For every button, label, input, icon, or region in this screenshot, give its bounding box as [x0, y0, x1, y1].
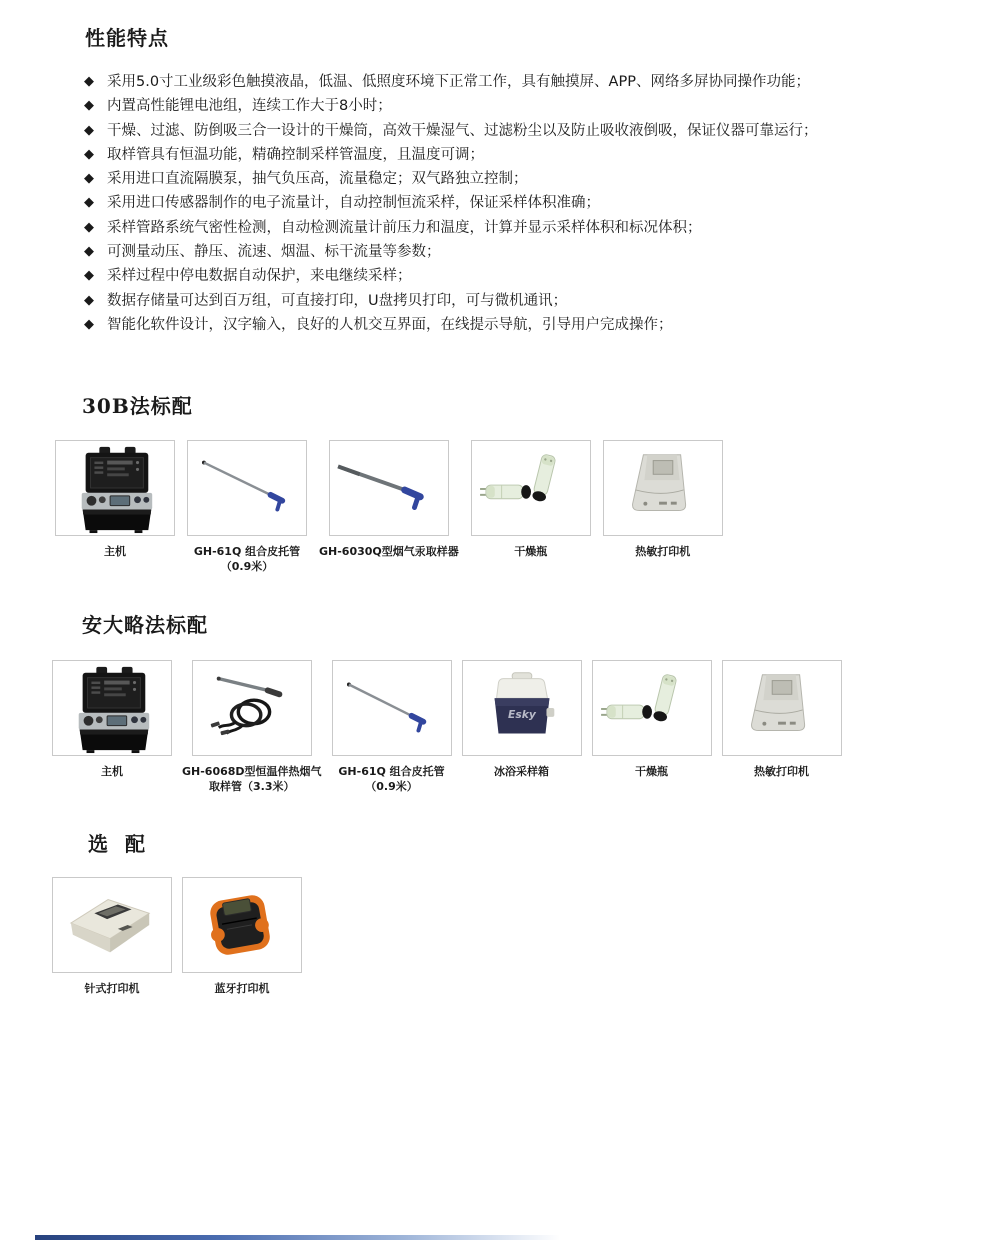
section-title-optional: 选 配 [88, 832, 150, 856]
features-list [84, 70, 818, 337]
ice-bath-box-image [462, 660, 582, 756]
feature-text: 智能化软件设计，汉字输入，良好的人机交互界面，在线提示导航，引导用户完成操作； [107, 316, 673, 333]
diamond-bullet-icon: ◆ [84, 292, 94, 308]
feature-item [84, 70, 818, 94]
product-card [722, 660, 842, 794]
feature-text: 数据存储量可达到百万组，可直接打印，U盘拷贝打印，可与微机通讯； [107, 292, 568, 309]
product-label: GH-6068D型恒温伴热烟气 取样管（3.3米） [182, 765, 322, 793]
diamond-bullet-icon: ◆ [84, 146, 94, 162]
product-card [592, 660, 712, 794]
product-card [182, 877, 302, 996]
dot-matrix-printer-image [52, 877, 172, 973]
svg-text:Esky: Esky [507, 707, 536, 721]
product-card [462, 660, 582, 794]
product-card [471, 440, 591, 574]
diamond-bullet-icon: ◆ [84, 74, 94, 89]
features-title: 性能特点 [85, 26, 169, 50]
thermal-printer-image [603, 440, 723, 536]
product-card [332, 660, 452, 794]
product-card [55, 440, 175, 574]
product-label: 蓝牙打印机 [214, 982, 270, 995]
mercury-sampler-image [329, 440, 449, 536]
section-title-30b: 30B法标配 [82, 394, 193, 418]
product-card [52, 660, 172, 794]
feature-item [84, 264, 818, 288]
product-label: GH-6030Q型烟气汞取样器 [319, 545, 459, 558]
main-unit-image [52, 660, 172, 756]
product-label: 干燥瓶 [635, 765, 669, 778]
pitot-tube-image [332, 660, 452, 756]
diamond-bullet-icon: ◆ [84, 195, 94, 211]
footer-accent-bar [35, 1235, 560, 1240]
main-unit-image [55, 440, 175, 536]
feature-text: 内置高性能锂电池组，连续工作大于8小时； [107, 98, 392, 115]
product-label: GH-61Q 组合皮托管 （0.9米） [193, 545, 301, 573]
product-card [603, 440, 723, 574]
feature-text: 采用进口传感器制作的电子流量计，自动控制恒流采样，保证采样体积准确； [107, 195, 600, 212]
feature-text: 取样管具有恒温功能，精确控制采样管温度，且温度可调； [107, 146, 484, 163]
feature-text: 干燥、过滤、防倒吸三合一设计的干燥筒，高效干燥湿气、过滤粉尘以及防止吸收液倒吸，保证仪器可靠运行； [107, 122, 818, 139]
feature-text: 采用5.0寸工业级彩色触摸液晶，低温、低照度环境下正常工作，具有触摸屏、APP、网络多屏协同操作功能； [107, 74, 810, 90]
diamond-bullet-icon: ◆ [84, 171, 94, 187]
product-label: 冰浴采样箱 [494, 765, 550, 778]
feature-item [84, 167, 818, 191]
product-card [182, 660, 322, 794]
product-label: 热敏打印机 [754, 765, 810, 778]
feature-item [84, 240, 818, 264]
product-row-30b [55, 440, 723, 574]
product-card [319, 440, 459, 574]
pitot-tube-image [187, 440, 307, 536]
heated-sampling-tube-image [192, 660, 312, 756]
product-card [52, 877, 172, 996]
feature-item [84, 94, 818, 118]
diamond-bullet-icon: ◆ [84, 219, 94, 235]
thermal-printer-image [722, 660, 842, 756]
product-label: 热敏打印机 [635, 545, 691, 558]
drying-bottle-image [471, 440, 591, 536]
product-label: GH-61Q 组合皮托管 （0.9米） [338, 765, 445, 793]
feature-text: 采样管路系统气密性检测，自动检测流量计前压力和温度，计算并显示采样体积和标况体积； [107, 219, 702, 236]
product-row-ontario [52, 660, 842, 794]
product-card [187, 440, 307, 574]
diamond-bullet-icon: ◆ [84, 268, 94, 284]
feature-item [84, 313, 818, 337]
bluetooth-printer-image [182, 877, 302, 973]
feature-text: 采用进口直流隔膜泵，抽气负压高，流量稳定；双气路独立控制； [107, 171, 528, 188]
feature-text: 可测量动压、静压、流速、烟温、标干流量等参数； [107, 244, 441, 261]
product-label: 主机 [101, 765, 123, 778]
product-label: 针式打印机 [84, 982, 140, 995]
feature-item [84, 191, 818, 215]
diamond-bullet-icon: ◆ [84, 244, 94, 260]
feature-item [84, 289, 818, 313]
product-label: 干燥瓶 [514, 545, 548, 558]
product-label: 主机 [104, 545, 126, 558]
feature-text: 采样过程中停电数据自动保护，来电继续采样； [107, 268, 412, 285]
feature-item [84, 143, 818, 167]
diamond-bullet-icon: ◆ [84, 316, 94, 332]
diamond-bullet-icon: ◆ [84, 122, 94, 138]
feature-item [84, 216, 818, 240]
feature-item [84, 119, 818, 143]
drying-bottle-image [592, 660, 712, 756]
diamond-bullet-icon: ◆ [84, 98, 94, 114]
section-title-ontario: 安大略法标配 [82, 613, 208, 637]
product-row-optional [52, 877, 302, 996]
